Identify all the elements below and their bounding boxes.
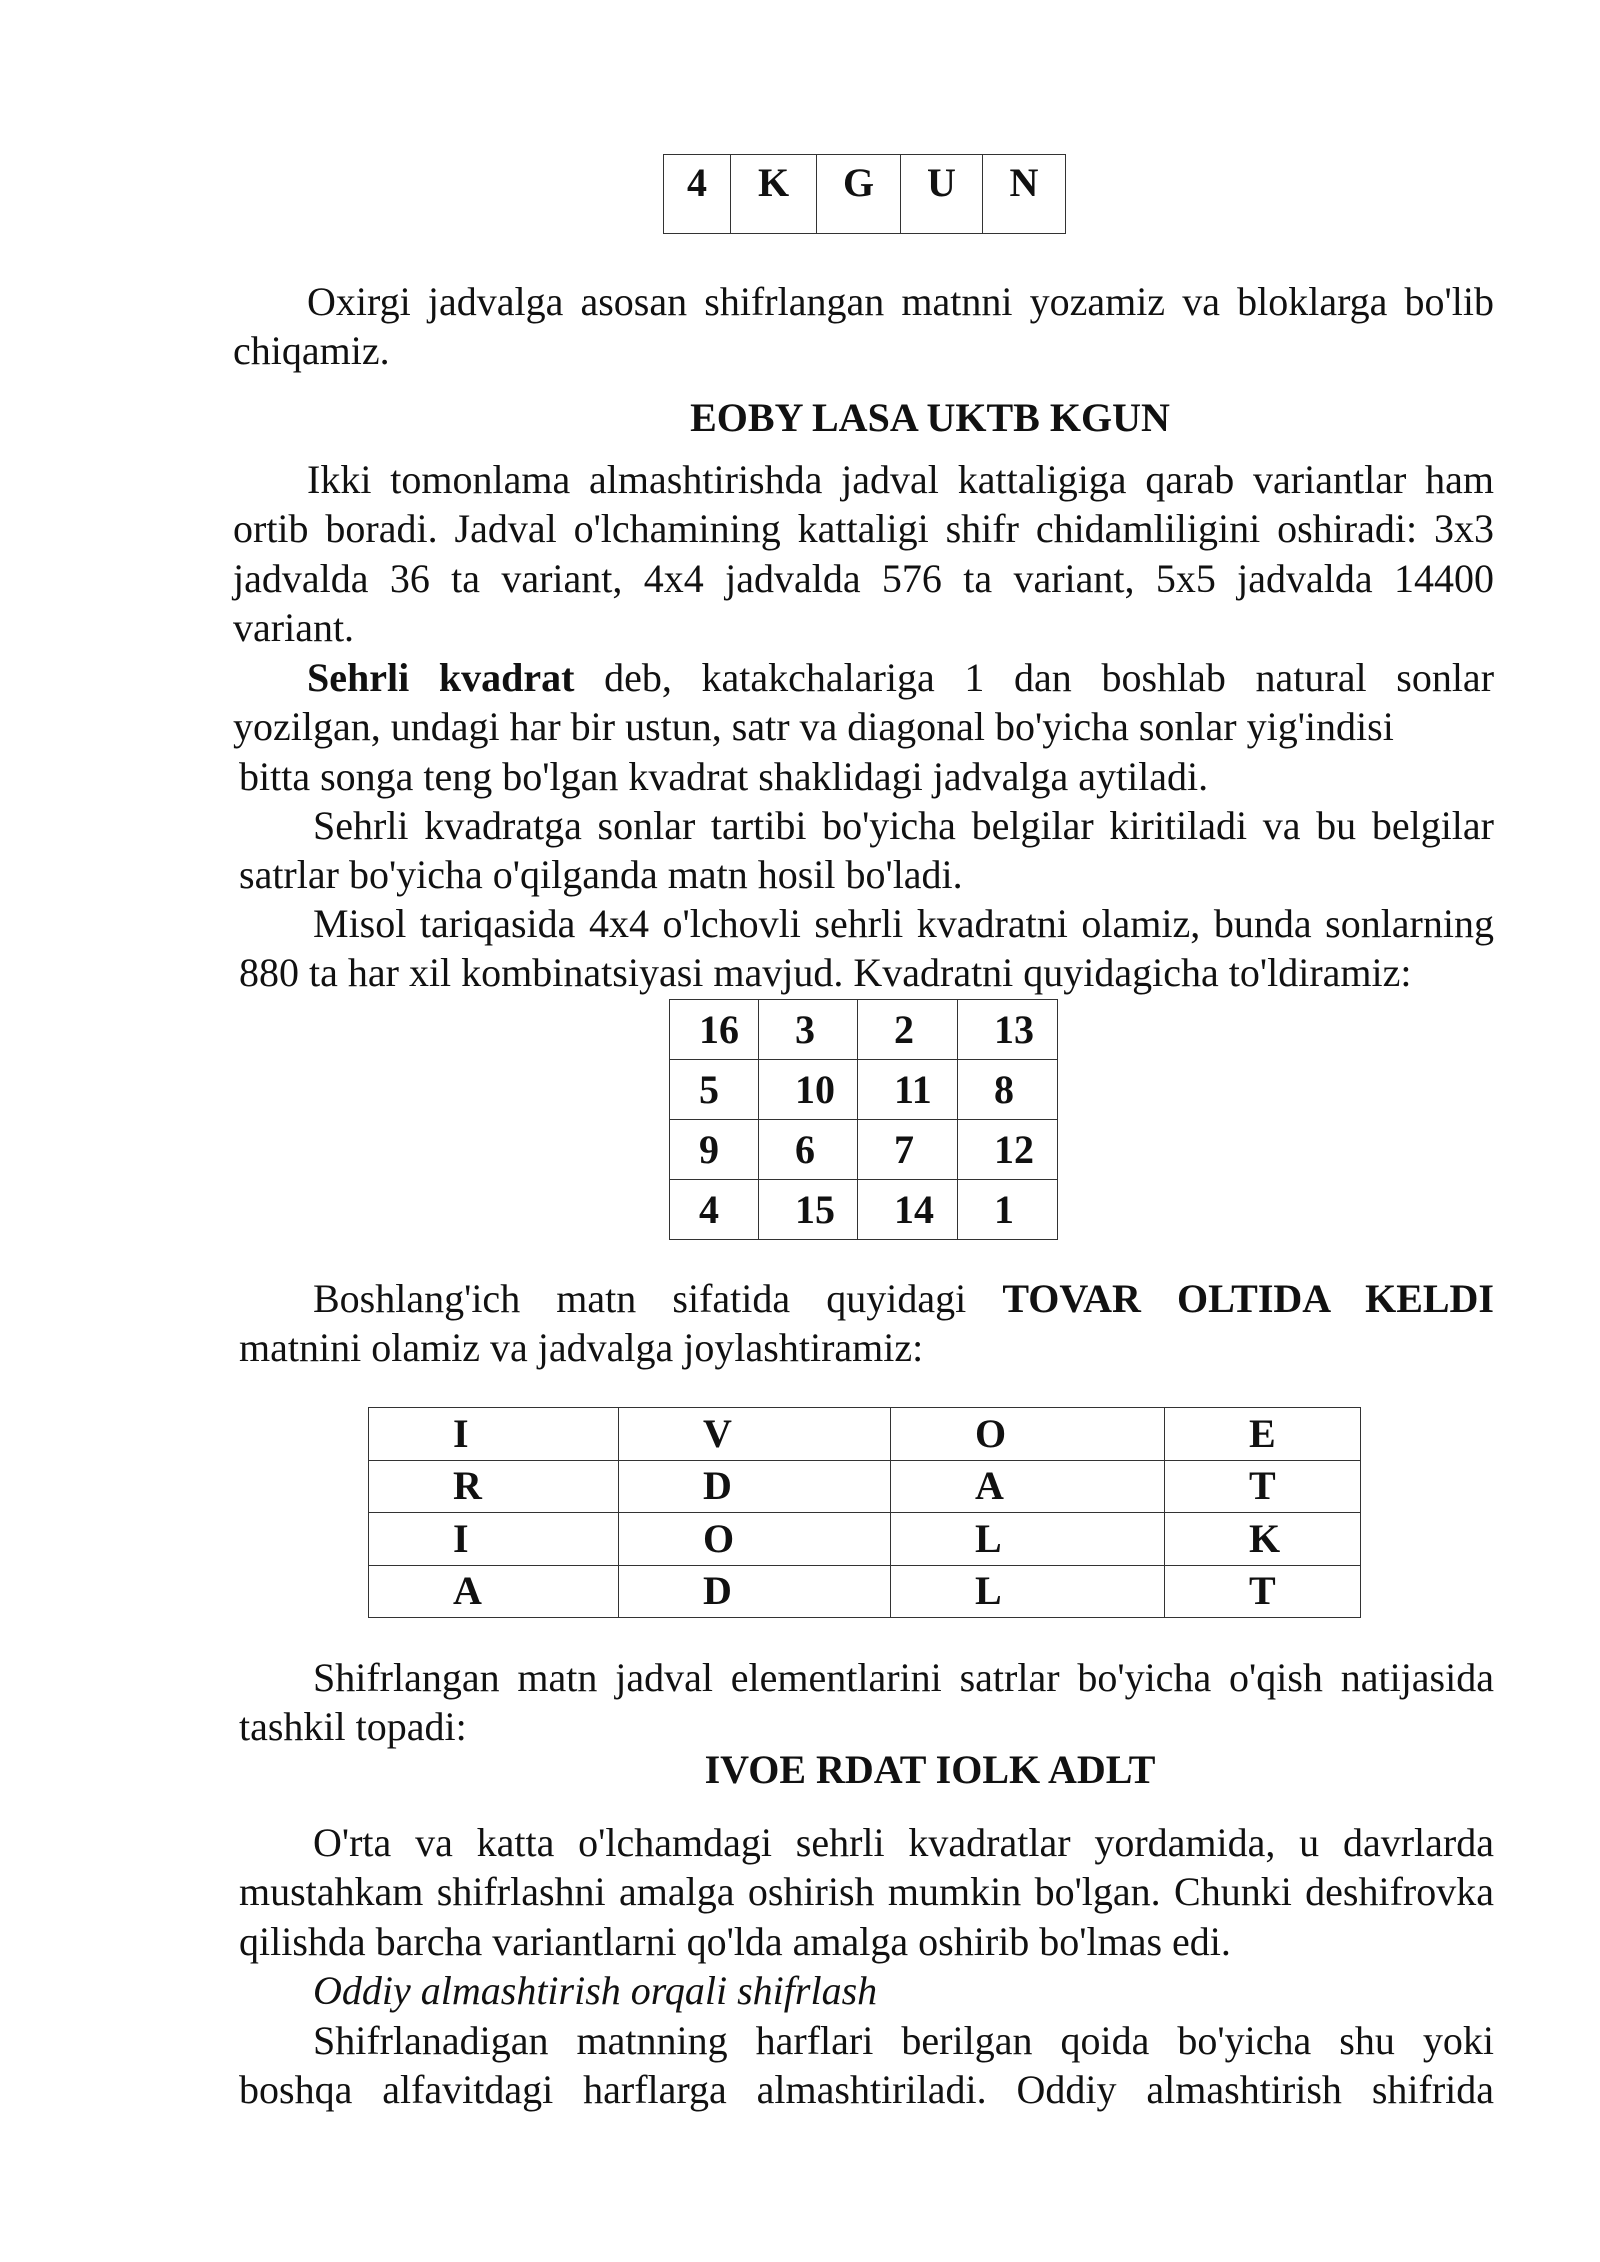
paragraph-line: 880 ta har xil kombinatsiyasi mavjud. Kvadratni quyidagicha to'ldiramiz: [239,950,1412,996]
paragraph [233,455,1494,652]
paragraph-line: Ikki tomonlama almashtirishda jadval kattaligiga qarab variantlar ham [307,457,1494,502]
paragraph-line: Oxirgi jadvalga asosan shifrlangan matnni yozamiz va bloklarga bo'lib [307,279,1494,324]
ciphertext-heading: IVOE RDAT IOLK ADLT [704,1747,1156,1792]
placement-table [368,1407,1361,1618]
placement-cell: R [369,1461,619,1514]
magic-square-cell: 16 [670,1000,759,1060]
paragraph-line: satrlar bo'yicha o'qilganda matn hosil bo'ladi. [239,852,963,898]
paragraph-line: Misol tariqasida 4x4 o'lchovli sehrli kvadratni olamiz, bunda sonlarning [313,901,1494,946]
magic-square-cell: 4 [670,1180,759,1240]
placement-cell: L [891,1513,1165,1566]
magic-square-cell: 3 [759,1000,858,1060]
magic-square-cell: 2 [858,1000,958,1060]
placement-cell: V [619,1408,891,1461]
paragraph-line: Sehrli kvadratga sonlar tartibi bo'yicha belgilar kiritiladi va bu belgilar [313,803,1494,848]
magic-square-cell: 7 [858,1120,958,1180]
key-row-cell: U [901,155,983,234]
paragraph [239,2016,1494,2115]
placement-cell: K [1165,1513,1361,1566]
paragraph-line: Shifrlanadigan matnning harflari berilgan qoida bo'yicha shu yoki [313,2018,1494,2063]
placement-cell: E [1165,1408,1361,1461]
key-row-cell: N [983,155,1066,234]
placement-cell: I [369,1408,619,1461]
paragraph-line: jadvalda 36 ta variant, 4x4 jadvalda 576 ta variant, 5x5 jadvalda 14400 [233,555,1494,601]
placement-cell: D [619,1461,891,1514]
paragraph-line: O'rta va katta o'lchamdagi sehrli kvadratlar yordamida, u davrlarda [313,1820,1494,1865]
placement-cell: L [891,1566,1165,1619]
line-text: Boshlang'ich matn sifatida quyidagi [313,1276,967,1321]
paragraph [239,801,1494,900]
placement-cell: A [891,1461,1165,1514]
magic-square-cell: 6 [759,1120,858,1180]
section-heading [239,1966,1494,2015]
paragraph-line: variant. [233,604,355,650]
paragraph-line: tashkil topadi: [239,1704,467,1750]
placement-cell: A [369,1566,619,1619]
paragraph-line: ortib boradi. Jadval o'lchamining kattaligi shifr chidamliligini oshiradi: 3x3 [233,506,1494,552]
placement-cell: T [1165,1566,1361,1619]
magic-square-cell: 11 [858,1060,958,1120]
placement-cell: O [619,1513,891,1566]
paragraph [233,277,1494,376]
placement-cell: T [1165,1461,1361,1514]
key-row-cell: G [817,155,901,234]
paragraph [233,653,1494,801]
placement-cell: O [891,1408,1165,1461]
paragraph-line: Shifrlangan matn jadval elementlarini satrlar bo'yicha o'qish natijasida [313,1655,1494,1700]
ciphertext-heading: EOBY LASA UKTB KGUN [690,395,1170,440]
paragraph-line: boshqa alfavitdagi harflarga almashtiriladi. Oddiy almashtirish shifrida [239,2067,1494,2113]
magic-square-cell: 8 [958,1060,1058,1120]
magic-square-cell: 13 [958,1000,1058,1060]
magic-square-cell: 12 [958,1120,1058,1180]
paragraph-line: yozilgan, undagi har bir ustun, satr va diagonal bo'yicha sonlar yig'indisi [233,704,1394,750]
paragraph-line: bitta songa teng bo'lgan kvadrat shaklidagi jadvalga aytiladi. [239,753,1209,799]
paragraph-line: matnini olamiz va jadvalga joylashtiramiz: [239,1325,924,1371]
line-text: deb, katakchalariga 1 dan boshlab natural sonlar [604,655,1495,700]
magic-square-cell: 9 [670,1120,759,1180]
paragraph-line [233,653,1494,702]
magic-square-cell: 1 [958,1180,1058,1240]
paragraph-line [239,1274,1494,1323]
magic-square-cell: 5 [670,1060,759,1120]
paragraph [239,1274,1494,1373]
key-row-cell: K [731,155,817,234]
paragraph [239,1818,1494,1966]
key-row-table [663,154,1066,234]
plaintext-phrase: TOVAR OLTIDA KELDI [1002,1276,1495,1321]
magic-square-cell: 10 [759,1060,858,1120]
magic-square-cell: 14 [858,1180,958,1240]
paragraph-line: qilishda barcha variantlarni qo'lda amalga oshirib bo'lmas edi. [239,1918,1231,1964]
paragraph [239,1653,1494,1752]
magic-square-table [669,999,1058,1240]
key-row-cell: 4 [664,155,731,234]
paragraph-line: chiqamiz. [233,328,390,374]
paragraph [239,899,1494,998]
placement-cell: D [619,1566,891,1619]
section-heading-text: Oddiy almashtirish orqali shifrlash [313,1968,878,2013]
paragraph-line: mustahkam shifrlashni amalga oshirish mumkin bo'lgan. Chunki deshifrovka [239,1869,1494,1915]
defined-term: Sehrli kvadrat [307,655,575,700]
magic-square-cell: 15 [759,1180,858,1240]
placement-cell: I [369,1513,619,1566]
